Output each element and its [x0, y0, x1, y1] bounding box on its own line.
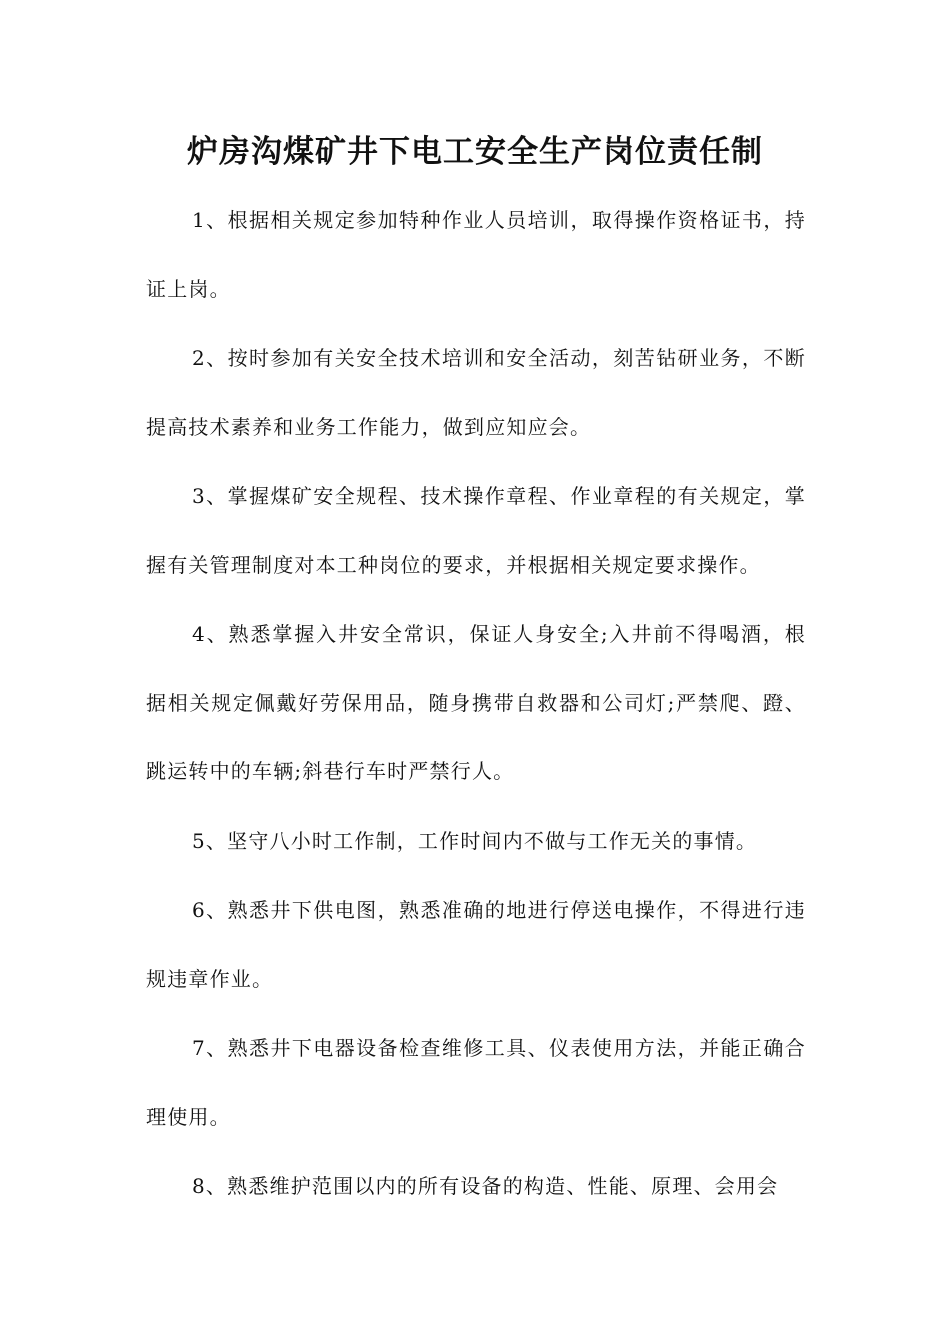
- paragraph-8: 8、熟悉维护范围以内的所有设备的构造、性能、原理、会用会: [192, 1174, 779, 1198]
- document-body: [146, 186, 806, 1222]
- paragraph-5: 5、坚守八小时工作制，工作时间内不做与工作无关的事情。: [192, 828, 758, 853]
- paragraph-3: 3、掌握煤矿安全规程、技术操作章程、作业章程的有关规定，掌握有关管理制度对本工种岗位的要求，并根据相关规定要求操作。: [146, 484, 806, 577]
- paragraph-4: 4、熟悉掌握入井安全常识，保证人身安全;入井前不得喝酒，根据相关规定佩戴好劳保用品，随身携带自救器和公司灯;严禁爬、蹬、跳运转中的车辆;斜巷行车时严禁行人。: [146, 622, 806, 783]
- document-title: 炉房沟煤矿井下电工安全生产岗位责任制: [187, 134, 763, 170]
- paragraph-6: 6、熟悉井下供电图，熟悉准确的地进行停送电操作，不得进行违规违章作业。: [146, 898, 806, 991]
- paragraph-1: 1、根据相关规定参加特种作业人员培训，取得操作资格证书，持证上岗。: [146, 208, 806, 301]
- paragraph-7: 7、熟悉井下电器设备检查维修工具、仪表使用方法，并能正确合理使用。: [146, 1036, 806, 1129]
- paragraph-2: 2、按时参加有关安全技术培训和安全活动，刻苦钻研业务，不断提高技术素养和业务工作能力，做到应知应会。: [146, 346, 806, 439]
